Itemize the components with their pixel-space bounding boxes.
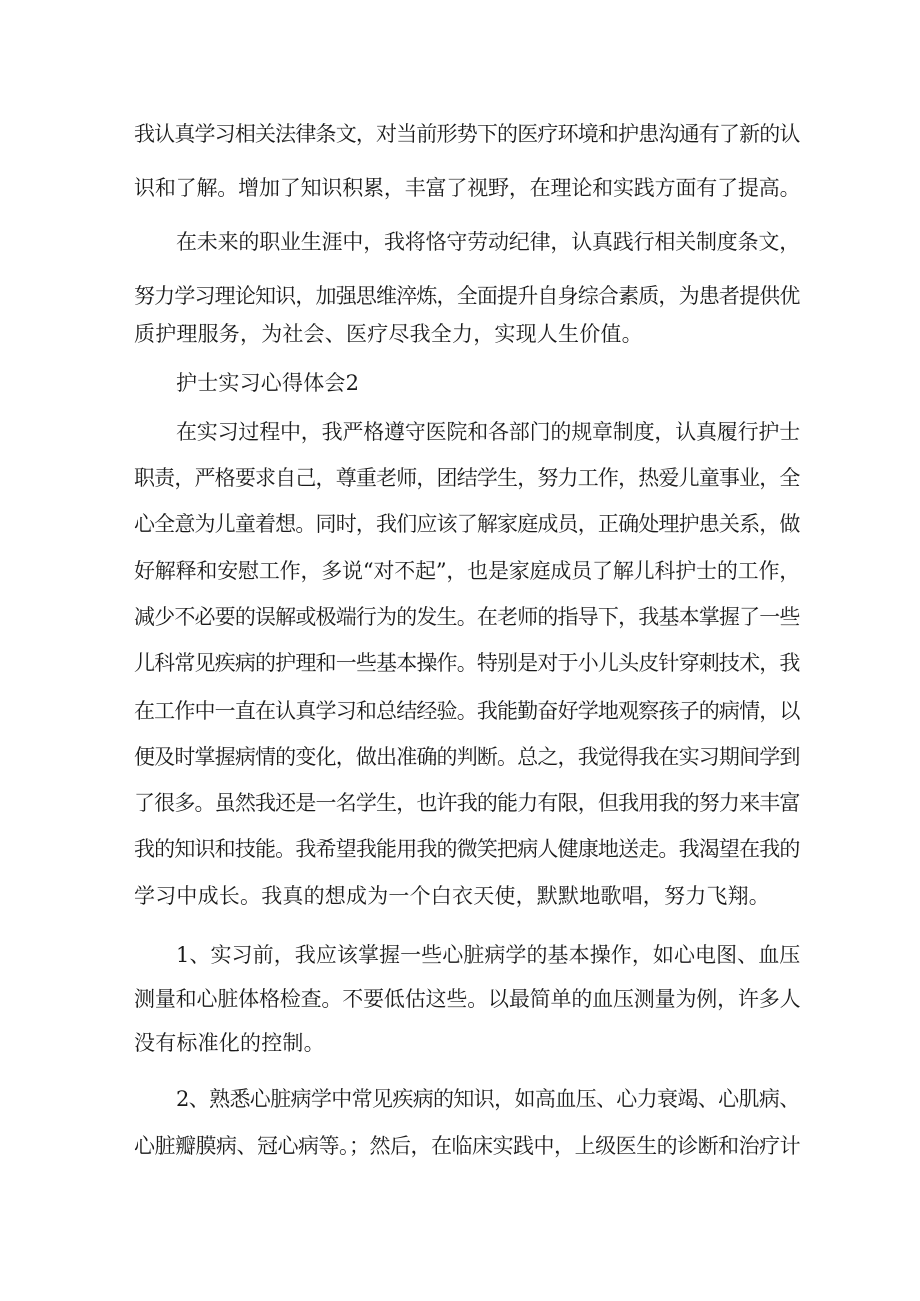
text-line: 2、熟悉心脏病学中常见疾病的知识，如高血压、心力衰竭、心肌病、: [176, 1087, 800, 1111]
text-line: 学习中成长。我真的想成为一个白衣天使，默默地歌唱，努力飞翔。: [134, 884, 770, 908]
text-line: 便及时掌握病情的变化，做出准确的判断。总之，我觉得我在实习期间学到: [134, 745, 800, 769]
text-line: 识和了解。增加了知识积累，丰富了视野，在理论和实践方面有了提高。: [134, 176, 801, 200]
text-line: 努力学习理论知识，加强思维淬炼，全面提升自身综合素质，为患者提供优: [134, 284, 800, 308]
text-line: 在实习过程中，我严格遵守医院和各部门的规章制度，认真履行护士: [176, 420, 800, 444]
text-line: 减少不必要的误解或极端行为的发生。在老师的指导下，我基本掌握了一些: [134, 605, 800, 629]
text-line: 1、实习前，我应该掌握一些心脏病学的基本操作，如心电图、血压: [176, 943, 801, 967]
text-line: 我的知识和技能。我希望我能用我的微笑把病人健康地送走。我渴望在我的: [134, 837, 800, 861]
text-line: 儿科常见疾病的护理和一些基本操作。特别是对于小儿头皮针穿刺技术，我: [134, 651, 800, 675]
text-line: 心全意为儿童着想。同时，我们应该了解家庭成员，正确处理护患关系，做: [134, 512, 800, 536]
text-line: 在未来的职业生涯中，我将恪守劳动纪律，认真践行相关制度条文，: [176, 230, 800, 254]
text-line: 心脏瓣膜病、冠心病等。；然后，在临床实践中，上级医生的诊断和治疗计: [134, 1134, 801, 1158]
text-line: 我认真学习相关法律条文，对当前形势下的医疗环境和护患沟通有了新的认: [134, 122, 800, 146]
text-line: 没有标准化的控制。: [134, 1031, 325, 1055]
text-line: 在工作中一直在认真学习和总结经验。我能勤奋好学地观察孩子的病情，以: [134, 699, 800, 723]
text-line: 了很多。虽然我还是一名学生，也许我的能力有限，但我用我的努力来丰富: [134, 791, 800, 815]
text-line: 测量和心脏体格检查。不要低估这些。以最简单的血压测量为例，许多人: [134, 987, 801, 1011]
section-heading: 护士实习心得体会2: [176, 371, 360, 395]
text-line: 质护理服务，为社会、医疗尽我全力，实现人生价值。: [134, 322, 643, 346]
text-line: 职责，严格要求自己，尊重老师，团结学生，努力工作，热爱儿童事业，全: [134, 466, 800, 490]
text-line: 好解释和安慰工作，多说“对不起”，也是家庭成员了解儿科护士的工作，: [134, 559, 801, 583]
